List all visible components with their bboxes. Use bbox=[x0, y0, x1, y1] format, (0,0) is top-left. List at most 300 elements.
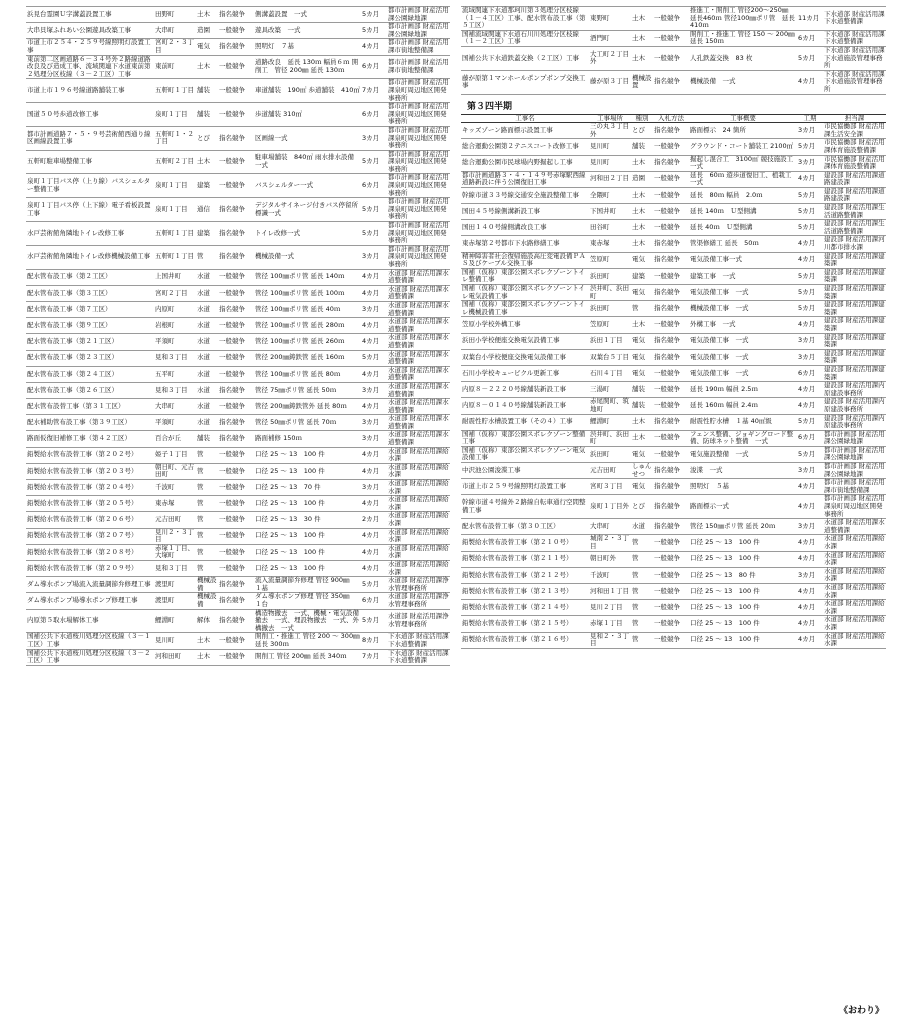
cell-dept: 水道部 財産活用課水道整備課 bbox=[388, 430, 449, 447]
cell-name: 配水管布設工事（第２４工区） bbox=[26, 366, 154, 382]
table-row bbox=[461, 333, 886, 349]
table-row bbox=[26, 593, 450, 609]
cell-dept: 水道部 財産活用課給水課 bbox=[388, 495, 449, 511]
cell-name: 鉛製給水管布設替工事（第２０８号） bbox=[26, 544, 154, 560]
cell-outline: 道路改良 延長 130ｍ 幅員６ｍ 開削工 管径 200㎜ 延長 130ｍ bbox=[254, 55, 361, 79]
cell-period: 7カ月 bbox=[361, 79, 387, 103]
cell-method: 一般競争 bbox=[653, 430, 689, 446]
cell-outline: 電気設備工事一式 bbox=[689, 252, 797, 268]
cell-dept: 都市計画部 財産活用課泉町周辺地区開発事務所 bbox=[388, 78, 449, 102]
cell-kind: 電気 bbox=[631, 479, 653, 495]
cell-dept: 水道部 財産活用課水道整備課 bbox=[388, 284, 449, 301]
cell-kind: 水道 bbox=[196, 366, 218, 382]
cell-dept: 水道部 財産活用課水道整備課 bbox=[388, 398, 449, 414]
cell-period: 3カ月 bbox=[361, 301, 387, 317]
cell-kind: 電気 bbox=[631, 252, 653, 268]
table-row bbox=[26, 174, 450, 198]
cell-dept: 市民協働部 財産活用課生活安全課 bbox=[824, 122, 885, 138]
cell-outline: 浚渫 一式 bbox=[689, 463, 797, 479]
left-column bbox=[26, 6, 450, 666]
table-row bbox=[26, 285, 450, 301]
cell-dept: 建設部 財産活用課生活道路整備課 bbox=[824, 219, 885, 235]
cell-name: ダム導水ポンプ場導水ポンプ修理工事 bbox=[26, 593, 154, 609]
cell-dept: 水道部 財産活用課給水課 bbox=[388, 479, 449, 495]
cell-period: 3カ月 bbox=[361, 245, 387, 269]
cell-method: 一般競争 bbox=[218, 103, 254, 127]
cell-dept: 都市計画部 財産活用課公園緑地課 bbox=[824, 429, 885, 446]
cell-name: 総合運動公園市民球場内野掘起し工事 bbox=[461, 155, 589, 171]
cell-outline: 管径 100㎜ポリ管 延長 280ｍ bbox=[254, 318, 361, 334]
cell-kind: 土木 bbox=[631, 155, 653, 171]
table-row bbox=[461, 30, 886, 46]
cell-place: 大串町 bbox=[154, 399, 196, 415]
cell-kind: 管 bbox=[196, 560, 218, 576]
table-row bbox=[461, 519, 886, 535]
cell-period: 4カ月 bbox=[797, 479, 823, 495]
cell-kind: 管 bbox=[196, 496, 218, 512]
cell-place: 朝日町外 bbox=[589, 551, 631, 567]
cell-outline: 口径 25 ～ 13 100 件 bbox=[254, 560, 361, 576]
cell-kind: 土木 bbox=[631, 430, 653, 446]
cell-kind: 電気 bbox=[196, 39, 218, 55]
cell-period: 4カ月 bbox=[361, 447, 387, 463]
cell-kind: 解体 bbox=[196, 609, 218, 633]
cell-period: 5カ月 bbox=[797, 268, 823, 284]
cell-period: 6カ月 bbox=[797, 430, 823, 446]
cell-method: 指名競争 bbox=[653, 155, 689, 171]
cell-place: 見川町 bbox=[589, 155, 631, 171]
cell-period: 4カ月 bbox=[797, 535, 823, 551]
cell-name: 水戸芸術館角隣地トイレ改修工事 bbox=[26, 222, 154, 246]
cell-name: 鉛製給水管布設替工事（第２０３号） bbox=[26, 463, 154, 479]
cell-name: 国補公共下水道桜川処理分区枝線（３－２工区）工事 bbox=[26, 649, 154, 665]
cell-kind: 電気 bbox=[631, 446, 653, 462]
table-row bbox=[461, 301, 886, 317]
cell-name: 泉町１丁目バス停（上り線）バスシェルター整備工事 bbox=[26, 174, 154, 198]
cell-dept: 建設部 財産活用課建築課 bbox=[824, 300, 885, 316]
cell-dept: 都市計画部 財産活用課泉町周辺地区開発事務所 bbox=[388, 244, 449, 268]
cell-place: 元吉田町 bbox=[154, 512, 196, 528]
cell-name: 配水管布設工事（第９工区） bbox=[26, 318, 154, 334]
cell-outline: 延長 60ｍ 遊歩道復旧工、植栽工一式 bbox=[689, 171, 797, 187]
cell-outline: 口径 25 ～ 13 80 件 bbox=[689, 567, 797, 583]
cell-dept: 都市計画部 財産活用課公園緑地課 bbox=[824, 445, 885, 462]
cell-kind: 舗装 bbox=[196, 431, 218, 447]
table-row bbox=[26, 560, 450, 576]
table-row bbox=[461, 446, 886, 462]
table-row bbox=[26, 633, 450, 649]
cell-kind: 水道 bbox=[196, 269, 218, 285]
cell-outline: 管径 100㎜ポリ管 延長 260ｍ bbox=[254, 334, 361, 350]
cell-period: 11カ月 bbox=[797, 7, 823, 31]
cell-period: 3カ月 bbox=[361, 126, 387, 150]
cell-outline: 口径 25 ～ 13 100 件 bbox=[689, 551, 797, 567]
table-row bbox=[461, 495, 886, 519]
cell-kind: 造園 bbox=[631, 171, 653, 187]
cell-place: 鯉淵町 bbox=[154, 609, 196, 633]
cell-kind: 水道 bbox=[196, 399, 218, 415]
cell-place: 千波町 bbox=[589, 567, 631, 583]
cell-period: 5カ月 bbox=[797, 46, 823, 70]
cell-place: 三湯町 bbox=[589, 382, 631, 398]
cell-place: 見和３丁目 bbox=[154, 350, 196, 366]
cell-outline: 構造物撤去 一式、機械・電気設備撤去 一式、埋設物撤去 一式、外構撤去 一式 bbox=[255, 608, 359, 632]
cell-kind: 管 bbox=[631, 600, 653, 616]
header-dept: 担当課 bbox=[823, 114, 886, 123]
cell-method: 指名競争 bbox=[653, 301, 689, 317]
cell-kind: 電気 bbox=[631, 285, 653, 301]
cell-outline: 管径 50㎜ポリ管 延長 70ｍ bbox=[254, 415, 361, 431]
cell-place: 東赤塚 bbox=[589, 236, 631, 252]
cell-outline: 機械設備 一式 bbox=[689, 70, 797, 94]
table-row bbox=[26, 350, 450, 366]
cell-dept: 水道部 財産活用課水道整備課 bbox=[388, 349, 449, 366]
table-row bbox=[26, 382, 450, 398]
cell-name: 鉛製給水管布設替工事（第２１３号） bbox=[461, 583, 589, 599]
cell-kind: 造園 bbox=[196, 23, 218, 39]
cell-name: 配水管布設工事（第２工区） bbox=[26, 269, 154, 285]
cell-place: 見川２・３丁目 bbox=[155, 527, 194, 544]
cell-outline: 開削工・推進工 管径 150 ～ 200㎜ 延長 150ｍ bbox=[689, 30, 797, 46]
cell-outline: 管径 75㎜ポリ管 延長 50ｍ bbox=[254, 382, 361, 398]
cell-dept: 都市計画部 財産活用課泉町周辺地区開発事務所 bbox=[388, 197, 449, 221]
cell-method: 指名競争 bbox=[218, 126, 254, 150]
cell-place: 見和３丁目 bbox=[154, 560, 196, 576]
cell-kind: 管 bbox=[631, 567, 653, 583]
cell-outline: 開削工 管径 200㎜ 延長 340ｍ bbox=[254, 649, 361, 665]
cell-name: 幹線市道４号線外２路線自転車通行空間整備工事 bbox=[461, 495, 589, 519]
cell-name: 幹線市道３３号線交通安全施設整備工事 bbox=[461, 187, 589, 203]
cell-dept: 市民協働部 財産活用課体育施設整備課 bbox=[824, 138, 885, 154]
cell-period: 5カ月 bbox=[361, 198, 387, 222]
table-row bbox=[461, 535, 886, 551]
cell-period: 5カ月 bbox=[797, 446, 823, 462]
cell-kind: 水道 bbox=[196, 318, 218, 334]
cell-outline: 口径 25 ～ 13 100 件 bbox=[254, 544, 361, 560]
table-row bbox=[26, 544, 450, 560]
cell-method: 一般競争 bbox=[653, 30, 689, 46]
cell-outline: 管渠修繕工 延長 50ｍ bbox=[689, 236, 797, 252]
cell-place: 泉町１丁目 bbox=[154, 198, 196, 222]
cell-kind: 建築 bbox=[196, 222, 218, 246]
cell-name: 浜見台霊園Ｕ字溝蓋設置工事 bbox=[26, 7, 154, 23]
cell-name: 配水管布設工事（第３工区） bbox=[26, 285, 154, 301]
cell-place: 東赤塚 bbox=[154, 496, 196, 512]
cell-dept: 水道部 財産活用課給水課 bbox=[388, 559, 449, 576]
cell-method: 指名競争 bbox=[218, 222, 254, 246]
cell-period: 3カ月 bbox=[361, 415, 387, 431]
cell-period: 5カ月 bbox=[361, 222, 387, 246]
table-row bbox=[461, 632, 886, 648]
cell-method: 一般競争 bbox=[218, 318, 254, 334]
closing-mark: 《おわり》 bbox=[838, 1006, 884, 1016]
cell-name: 鉛製給水管布設替工事（第２０６号） bbox=[26, 512, 154, 528]
cell-dept: 建設部 財産活用課道路建設課 bbox=[824, 170, 885, 187]
cell-kind: 土木 bbox=[631, 7, 653, 31]
cell-kind: 水道 bbox=[196, 334, 218, 350]
cell-dept: 水道部 財産活用課給水課 bbox=[388, 446, 449, 463]
cell-period: 3カ月 bbox=[797, 349, 823, 365]
cell-place: 浜田町 bbox=[589, 268, 631, 284]
cell-kind: 舗装 bbox=[631, 398, 653, 414]
cell-method: 一般競争 bbox=[218, 150, 254, 174]
cell-place: 石川４丁目 bbox=[589, 365, 631, 381]
cell-method: 指名競争 bbox=[218, 415, 254, 431]
cell-kind: 土木 bbox=[631, 46, 653, 70]
cell-dept: 下水道部 財産活用課下水道整備課 bbox=[824, 29, 885, 46]
table-row bbox=[461, 414, 886, 430]
cell-outline: 管径 200㎜鋳鉄管外 延長 80ｍ bbox=[254, 399, 361, 415]
cell-period: 5カ月 bbox=[797, 301, 823, 317]
cell-outline: 歩道舗装 310㎡ bbox=[254, 103, 361, 127]
table-row bbox=[461, 139, 886, 155]
cell-dept: 都市計画部 財産活用課公園緑地課 bbox=[824, 462, 885, 478]
cell-place: 東前町 bbox=[154, 55, 196, 79]
cell-dept: 水道部 財産活用課水道整備課 bbox=[388, 300, 449, 317]
cell-dept: 建設部 財産活用課建築課 bbox=[824, 284, 885, 300]
cell-dept: 都市計画部 財産活用課泉町周辺地区開発事務所 bbox=[824, 494, 885, 518]
cell-method: 指名競争 bbox=[218, 382, 254, 398]
cell-period: 4カ月 bbox=[361, 560, 387, 576]
cell-place: 田野町 bbox=[154, 7, 196, 23]
cell-period: 4カ月 bbox=[797, 382, 823, 398]
cell-name: 鉛製給水管布設替工事（第２１６号） bbox=[461, 632, 589, 648]
cell-period: 8カ月 bbox=[361, 633, 387, 649]
cell-period: 4カ月 bbox=[361, 318, 387, 334]
cell-place: 城南２・３丁目 bbox=[590, 534, 629, 550]
cell-period: 5カ月 bbox=[797, 220, 823, 236]
table-row bbox=[461, 616, 886, 632]
cell-place: 田谷町 bbox=[589, 220, 631, 236]
cell-period: 4カ月 bbox=[361, 496, 387, 512]
cell-period: 6カ月 bbox=[797, 365, 823, 381]
cell-period: 3カ月 bbox=[797, 519, 823, 535]
table-row bbox=[461, 204, 886, 220]
cell-method: 指名競争 bbox=[218, 431, 254, 447]
cell-dept: 水道部 財産活用課給水課 bbox=[388, 527, 449, 544]
cell-place: 東野町 bbox=[589, 7, 631, 31]
cell-period: 5カ月 bbox=[797, 204, 823, 220]
cell-period: 4カ月 bbox=[797, 551, 823, 567]
cell-outline: 管径 100㎜ポリ管 延長 140ｍ bbox=[254, 269, 361, 285]
cell-outline: 人孔鉄蓋交換 83 枚 bbox=[689, 46, 797, 70]
cell-dept: 都市計画部 財産活用課公園緑地課 bbox=[388, 22, 449, 38]
cell-place: 宮町２・３丁目 bbox=[155, 38, 194, 54]
cell-kind: 土木 bbox=[196, 150, 218, 174]
cell-place: 見和３丁目 bbox=[154, 382, 196, 398]
table-row bbox=[26, 577, 450, 593]
cell-name: キッズゾーン路面標示設置工事 bbox=[461, 123, 589, 139]
works-table-left bbox=[26, 6, 450, 666]
cell-kind: 土木 bbox=[631, 414, 653, 430]
cell-period: 4カ月 bbox=[797, 600, 823, 616]
cell-outline: デジタルサイネージ付きバス停留所標識一式 bbox=[254, 198, 361, 222]
table-row bbox=[461, 382, 886, 398]
cell-place: 赤塚１丁目 bbox=[589, 616, 631, 632]
cell-kind: 舗装 bbox=[196, 79, 218, 103]
cell-dept: 建設部 財産活用課建築課 bbox=[824, 316, 885, 332]
cell-outline: 口径 25 ～ 13 70 件 bbox=[254, 480, 361, 496]
header-period: 工期 bbox=[797, 114, 823, 123]
cell-name: 配水管布設工事（第７工区） bbox=[26, 301, 154, 317]
cell-kind: 土木 bbox=[196, 649, 218, 665]
cell-name: 国補流域関連下水道石川川処理分区枝線（１－２工区）工事 bbox=[461, 30, 589, 46]
cell-place: 浜田町 bbox=[589, 301, 631, 317]
cell-place: 平須町 bbox=[154, 415, 196, 431]
cell-place: 内原町 bbox=[154, 301, 196, 317]
cell-name: 双葉台小学校便座交換電気設備工事 bbox=[461, 349, 589, 365]
cell-dept: 建設部 財産活用課内原建設事務所 bbox=[824, 413, 885, 430]
cell-outline: 機械設備一式 bbox=[254, 245, 361, 269]
cell-name: 国補（仮称）東部公園スポレクゾーン電気設備工事 bbox=[461, 446, 589, 462]
cell-outline: 流入流量調節弁修理 管径 900㎜ １基 bbox=[254, 577, 361, 593]
cell-kind: 管 bbox=[196, 480, 218, 496]
cell-method: 指名競争 bbox=[653, 70, 689, 94]
table-row bbox=[461, 479, 886, 495]
cell-name: 鉛製給水管布設替工事（第２０７号） bbox=[26, 528, 154, 544]
cell-period: 3カ月 bbox=[797, 123, 823, 139]
cell-outline: トイレ改修一式 bbox=[254, 222, 361, 246]
cell-method: 一般競争 bbox=[218, 366, 254, 382]
table-row bbox=[26, 496, 450, 512]
cell-place: 百合が丘 bbox=[154, 431, 196, 447]
cell-method: 一般競争 bbox=[653, 567, 689, 583]
cell-place: 五軒町１丁目 bbox=[154, 222, 196, 246]
cell-kind: 建築 bbox=[631, 268, 653, 284]
table-row bbox=[26, 366, 450, 382]
cell-name: 流域関連下水道那珂川第３処理分区枝線（１－４工区）工事、配水管布設工事（第５工区） bbox=[461, 7, 589, 31]
cell-name: 水戸芸術館角隣地トイレ改修機械設備工事 bbox=[26, 245, 154, 269]
table-row bbox=[26, 23, 450, 39]
cell-place: 大串町 bbox=[154, 23, 196, 39]
table-row bbox=[26, 245, 450, 269]
cell-kind: 電気 bbox=[631, 349, 653, 365]
table-row bbox=[461, 236, 886, 252]
cell-period: 4カ月 bbox=[797, 171, 823, 187]
cell-outline: 口径 25 ～ 13 100 件 bbox=[689, 583, 797, 599]
cell-dept: 都市計画部 財産活用課泉町周辺地区開発事務所 bbox=[388, 221, 449, 245]
table-row bbox=[26, 79, 450, 103]
cell-name: 大串貝塚ふれあい公園遊具改築工事 bbox=[26, 23, 154, 39]
cell-kind: 舗装 bbox=[631, 382, 653, 398]
cell-place: 五平町 bbox=[154, 366, 196, 382]
cell-method: 一般競争 bbox=[218, 528, 254, 544]
cell-kind: 土木 bbox=[631, 317, 653, 333]
cell-kind: 管 bbox=[631, 301, 653, 317]
cell-method: 一般競争 bbox=[218, 633, 254, 649]
cell-outline: 延長 140ｍ Ｕ型側溝 bbox=[689, 204, 797, 220]
cell-name: 都市計画道路７・５・９号芸術館西通り線区画線設置工事 bbox=[26, 126, 154, 150]
cell-method: 指名競争 bbox=[653, 479, 689, 495]
table-row bbox=[26, 415, 450, 431]
cell-dept: 水道部 財産活用課給水課 bbox=[824, 615, 885, 631]
cell-name: 市道上市１９６号線道路舗装工事 bbox=[26, 79, 154, 103]
cell-place: 姫子１丁目 bbox=[154, 447, 196, 463]
cell-place: 五軒町２丁目 bbox=[154, 150, 196, 174]
cell-dept: 都市計画部 財産活用課泉町周辺地区開発事務所 bbox=[388, 173, 449, 197]
cell-outline: 路面標示一式 bbox=[689, 495, 797, 519]
cell-outline: 照明灯 ５基 bbox=[689, 479, 797, 495]
cell-outline: 区画線一式 bbox=[254, 126, 361, 150]
cell-period: 6カ月 bbox=[361, 593, 387, 609]
cell-kind: 水道 bbox=[196, 415, 218, 431]
cell-method: 一般競争 bbox=[653, 551, 689, 567]
cell-outline: 電気設備工事 一式 bbox=[689, 365, 797, 381]
cell-outline: 管径 100㎜ポリ管 延長 100ｍ bbox=[254, 285, 361, 301]
table-row bbox=[26, 39, 450, 55]
table-row bbox=[26, 399, 450, 415]
cell-place: 千波町 bbox=[154, 480, 196, 496]
cell-method: 一般競争 bbox=[218, 447, 254, 463]
cell-place: 岩根町 bbox=[154, 318, 196, 334]
cell-method: 指名競争 bbox=[653, 519, 689, 535]
cell-kind: 水道 bbox=[196, 382, 218, 398]
cell-name: 鉛製給水管布設替工事（第２０９号） bbox=[26, 560, 154, 576]
table-row bbox=[26, 7, 450, 23]
cell-kind: 電気 bbox=[631, 365, 653, 381]
cell-dept: 建設部 財産活用課内原建設事務所 bbox=[824, 381, 885, 397]
cell-method: 一般競争 bbox=[218, 55, 254, 79]
cell-dept: 水道部 財産活用課給水課 bbox=[388, 543, 449, 560]
cell-place: 見川町 bbox=[589, 139, 631, 155]
cell-kind: とび bbox=[631, 495, 653, 519]
table-row bbox=[26, 318, 450, 334]
cell-name: 浜田小学校便座交換電気設備工事 bbox=[461, 333, 589, 349]
cell-dept: 下水道部 財産活用課下水道整備課 bbox=[388, 632, 449, 648]
cell-method: 一般競争 bbox=[653, 365, 689, 381]
cell-kind: 建築 bbox=[196, 174, 218, 198]
cell-outline: 開削工・推進工 管径 200 ～ 300㎜ 延長 300ｍ bbox=[255, 632, 360, 648]
cell-method: 一般競争 bbox=[653, 535, 689, 551]
cell-name: 耐震性貯水槽設置工事（その４）工事 bbox=[461, 414, 589, 430]
cell-method: 一般競争 bbox=[653, 46, 689, 70]
cell-dept: 都市計画部 財産活用課市街地整備課 bbox=[824, 478, 885, 494]
cell-name: 国補（仮称）東部公園スポレクゾーントイレ整備工事 bbox=[461, 268, 589, 284]
cell-kind: 管 bbox=[631, 583, 653, 599]
cell-place: 全隈町 bbox=[589, 187, 631, 203]
cell-outline: 機械設備工事 一式 bbox=[689, 301, 797, 317]
cell-method: 指名競争 bbox=[653, 236, 689, 252]
cell-period: 5カ月 bbox=[361, 577, 387, 593]
cell-name: 国田１４０号線側溝改良工事 bbox=[461, 220, 589, 236]
cell-name: 精神障害者社会復帰施設高圧変電設備ＰＡＳ及びケーブル交換工事 bbox=[461, 252, 589, 268]
cell-method: 一般競争 bbox=[218, 79, 254, 103]
cell-place: 鯉淵町 bbox=[589, 414, 631, 430]
cell-name: 鉛製給水管布設替工事（第２０５号） bbox=[26, 496, 154, 512]
table-row bbox=[461, 600, 886, 616]
cell-name: 笠原小学校外構工事 bbox=[461, 317, 589, 333]
cell-method: 指名競争 bbox=[653, 285, 689, 301]
table-row bbox=[26, 447, 450, 463]
cell-outline: 推進工・開削工 管径200～250㎜ 延長460ｍ 管径100㎜ポリ管 延長410ｍ bbox=[689, 7, 797, 31]
cell-kind: 土木 bbox=[631, 187, 653, 203]
cell-dept: 建設部 財産活用課生活道路整備課 bbox=[824, 203, 885, 219]
cell-outline: 路面標示 24 箇所 bbox=[689, 123, 797, 139]
cell-dept: 建設部 財産活用課建築課 bbox=[824, 348, 885, 365]
cell-place: 浜田１丁目 bbox=[589, 333, 631, 349]
cell-kind: 管 bbox=[196, 463, 218, 479]
table-row bbox=[26, 649, 450, 665]
cell-name: 配水管布設替工事（第３１工区） bbox=[26, 399, 154, 415]
cell-kind: 機械設置 bbox=[631, 70, 653, 94]
cell-kind: 管 bbox=[196, 245, 218, 269]
cell-place: 渡里町 bbox=[154, 577, 196, 593]
cell-outline: 口径 25 ～ 13 100 件 bbox=[689, 535, 797, 551]
section-title: 第３四半期 bbox=[467, 101, 513, 112]
cell-dept: 都市計画部 財産活用課市街地整備課 bbox=[387, 55, 450, 79]
table-row bbox=[26, 334, 450, 350]
table-row bbox=[461, 123, 886, 139]
